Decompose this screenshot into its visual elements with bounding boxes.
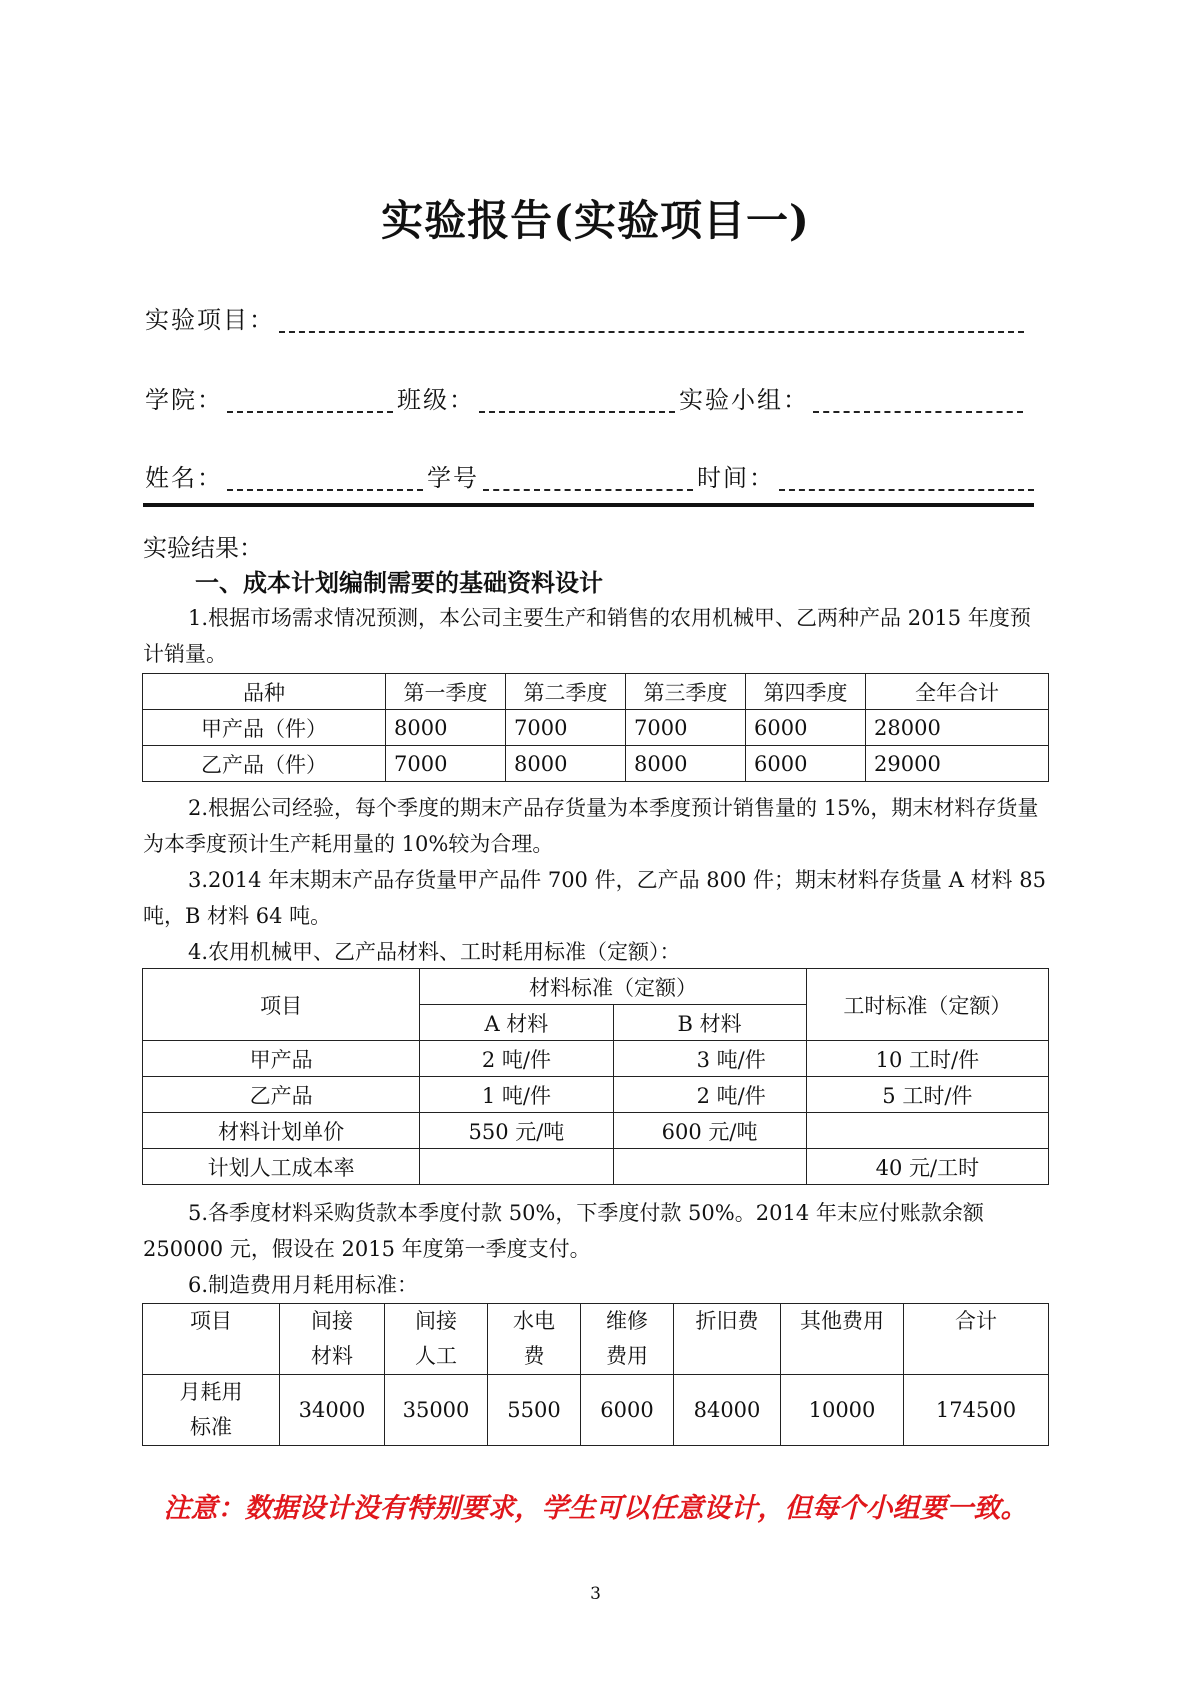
table-header-cell	[581, 1304, 674, 1375]
table-cell: 550 元/吨	[420, 1113, 613, 1149]
table-cell: 10000	[781, 1375, 904, 1446]
table-header-cell: 第一季度	[386, 674, 506, 710]
header-text: 人工	[415, 1344, 457, 1368]
table-header-cell: 项目	[143, 969, 420, 1041]
table-row	[143, 710, 1049, 746]
table-row	[143, 1375, 1049, 1446]
group-label: 实验小组：	[679, 386, 809, 414]
table-cell: 乙产品（件）	[143, 746, 386, 782]
table-header-cell: 第三季度	[626, 674, 746, 710]
student-id-label: 学号	[427, 464, 479, 492]
header-text: 折旧费	[695, 1309, 759, 1333]
page-title: 实验报告(实验项目一)	[381, 196, 810, 245]
table-cell	[806, 1113, 1048, 1149]
header-text: 材料	[311, 1344, 353, 1368]
name-label: 姓名：	[145, 464, 223, 492]
table-header-cell: 品种	[143, 674, 386, 710]
group-blank[interactable]	[813, 385, 1023, 413]
paragraph-5: 5.各季度材料采购货款本季度付款 50%，下季度付款 50%。2014 年末应付账款余额 250000 元，假设在 2015 年度第一季度支付。	[143, 1201, 984, 1261]
table-header-cell	[781, 1304, 904, 1375]
header-text: 合计	[955, 1309, 997, 1333]
row-label-text: 标准	[190, 1415, 232, 1439]
table-cell: 2 吨/件	[613, 1077, 806, 1113]
overhead-table	[142, 1303, 1049, 1446]
table-cell: 10 工时/件	[806, 1041, 1048, 1077]
header-divider	[143, 503, 1034, 507]
table-cell: 84000	[674, 1375, 781, 1446]
table-cell: 600 元/吨	[613, 1113, 806, 1149]
table-header-cell: A 材料	[420, 1005, 613, 1041]
table-cell: 6000	[581, 1375, 674, 1446]
table-header-cell: 全年合计	[866, 674, 1049, 710]
table-header-cell	[143, 1304, 280, 1375]
class-blank[interactable]	[479, 385, 675, 413]
table-header-cell: 材料标准（定额）	[420, 969, 806, 1005]
class-label: 班级：	[397, 386, 475, 414]
table-header-cell	[280, 1304, 385, 1375]
table-cell: 40 元/工时	[806, 1149, 1048, 1185]
table-header-cell: 第二季度	[506, 674, 626, 710]
time-blank[interactable]	[779, 463, 1034, 491]
row-label-text: 月耗用	[179, 1380, 243, 1404]
paragraph-3: 3.2014 年末期末产品存货量甲产品件 700 件，乙产品 800 件；期末材料存货量 A 材料 85 吨，B 材料 64 吨。	[143, 868, 1046, 928]
paragraph-2: 2.根据公司经验，每个季度的期末产品存货量为本季度预计销售量的 15%，期末材料存货量为本季度预计生产耗用量的 10%较为合理。	[143, 796, 1039, 856]
table-cell: 6000	[746, 710, 866, 746]
header-text: 项目	[190, 1309, 232, 1333]
college-blank[interactable]	[227, 385, 393, 413]
project-field-row	[145, 300, 1028, 335]
paragraph-4: 4.农用机械甲、乙产品材料、工时耗用标准（定额）：	[188, 940, 681, 964]
table-header-cell: 第四季度	[746, 674, 866, 710]
student-id-blank[interactable]	[483, 463, 693, 491]
table-cell: 7000	[506, 710, 626, 746]
table-cell: 35000	[385, 1375, 488, 1446]
red-note: 注意：数据设计没有特别要求，学生可以任意设计，但每个小组要一致。	[163, 1493, 1028, 1524]
paragraph-1: 1.根据市场需求情况预测，本公司主要生产和销售的农用机械甲、乙两种产品 2015 年度预计销量。	[143, 606, 1031, 666]
standard-table	[142, 968, 1049, 1185]
table-cell	[613, 1149, 806, 1185]
table-cell: 材料计划单价	[143, 1113, 420, 1149]
header-text: 其他费用	[800, 1309, 884, 1333]
table-cell	[420, 1149, 613, 1185]
table-row	[143, 1077, 1049, 1113]
table-cell: 174500	[904, 1375, 1049, 1446]
table-cell: 5 工时/件	[806, 1077, 1048, 1113]
name-blank[interactable]	[227, 463, 423, 491]
section-heading: 一、成本计划编制需要的基础资料设计	[195, 569, 603, 597]
table-cell: 5500	[488, 1375, 581, 1446]
table-row	[143, 1149, 1049, 1185]
table-header-row	[143, 969, 1049, 1005]
table-cell: 2 吨/件	[420, 1041, 613, 1077]
table-cell: 8000	[506, 746, 626, 782]
table-header-row	[143, 1304, 1049, 1375]
table-row	[143, 746, 1049, 782]
table-row	[143, 1041, 1049, 1077]
table-header-cell	[488, 1304, 581, 1375]
sales-table	[142, 673, 1049, 782]
table-cell: 7000	[626, 710, 746, 746]
header-text: 间接	[415, 1309, 457, 1333]
time-label: 时间：	[697, 464, 775, 492]
table-cell: 8000	[386, 710, 506, 746]
page-number: 3	[590, 1584, 601, 1604]
table-cell: 34000	[280, 1375, 385, 1446]
table-cell: 甲产品（件）	[143, 710, 386, 746]
name-id-time-row	[145, 458, 1038, 493]
table-header-cell	[385, 1304, 488, 1375]
results-label: 实验结果：	[143, 534, 263, 562]
header-text: 维修	[606, 1309, 648, 1333]
college-class-group-row	[145, 380, 1027, 415]
table-header-cell: B 材料	[613, 1005, 806, 1041]
table-cell: 乙产品	[143, 1077, 420, 1113]
header-text: 费	[523, 1344, 545, 1368]
header-text: 费用	[606, 1344, 648, 1368]
table-header-cell	[904, 1304, 1049, 1375]
table-header-cell	[674, 1304, 781, 1375]
project-label: 实验项目：	[145, 306, 275, 334]
header-text: 间接	[311, 1309, 353, 1333]
table-cell: 1 吨/件	[420, 1077, 613, 1113]
table-cell: 29000	[866, 746, 1049, 782]
college-label: 学院：	[145, 386, 223, 414]
table-header-cell: 工时标准（定额）	[806, 969, 1048, 1041]
project-blank[interactable]	[279, 305, 1024, 333]
table-header-row	[143, 674, 1049, 710]
table-cell: 3 吨/件	[613, 1041, 806, 1077]
table-cell: 计划人工成本率	[143, 1149, 420, 1185]
table-cell: 6000	[746, 746, 866, 782]
table-cell: 8000	[626, 746, 746, 782]
table-cell: 7000	[386, 746, 506, 782]
paragraph-6: 6.制造费用月耗用标准：	[188, 1273, 419, 1297]
table-row	[143, 1113, 1049, 1149]
table-cell: 28000	[866, 710, 1049, 746]
table-cell	[143, 1375, 280, 1446]
header-text: 水电	[513, 1309, 555, 1333]
table-cell: 甲产品	[143, 1041, 420, 1077]
